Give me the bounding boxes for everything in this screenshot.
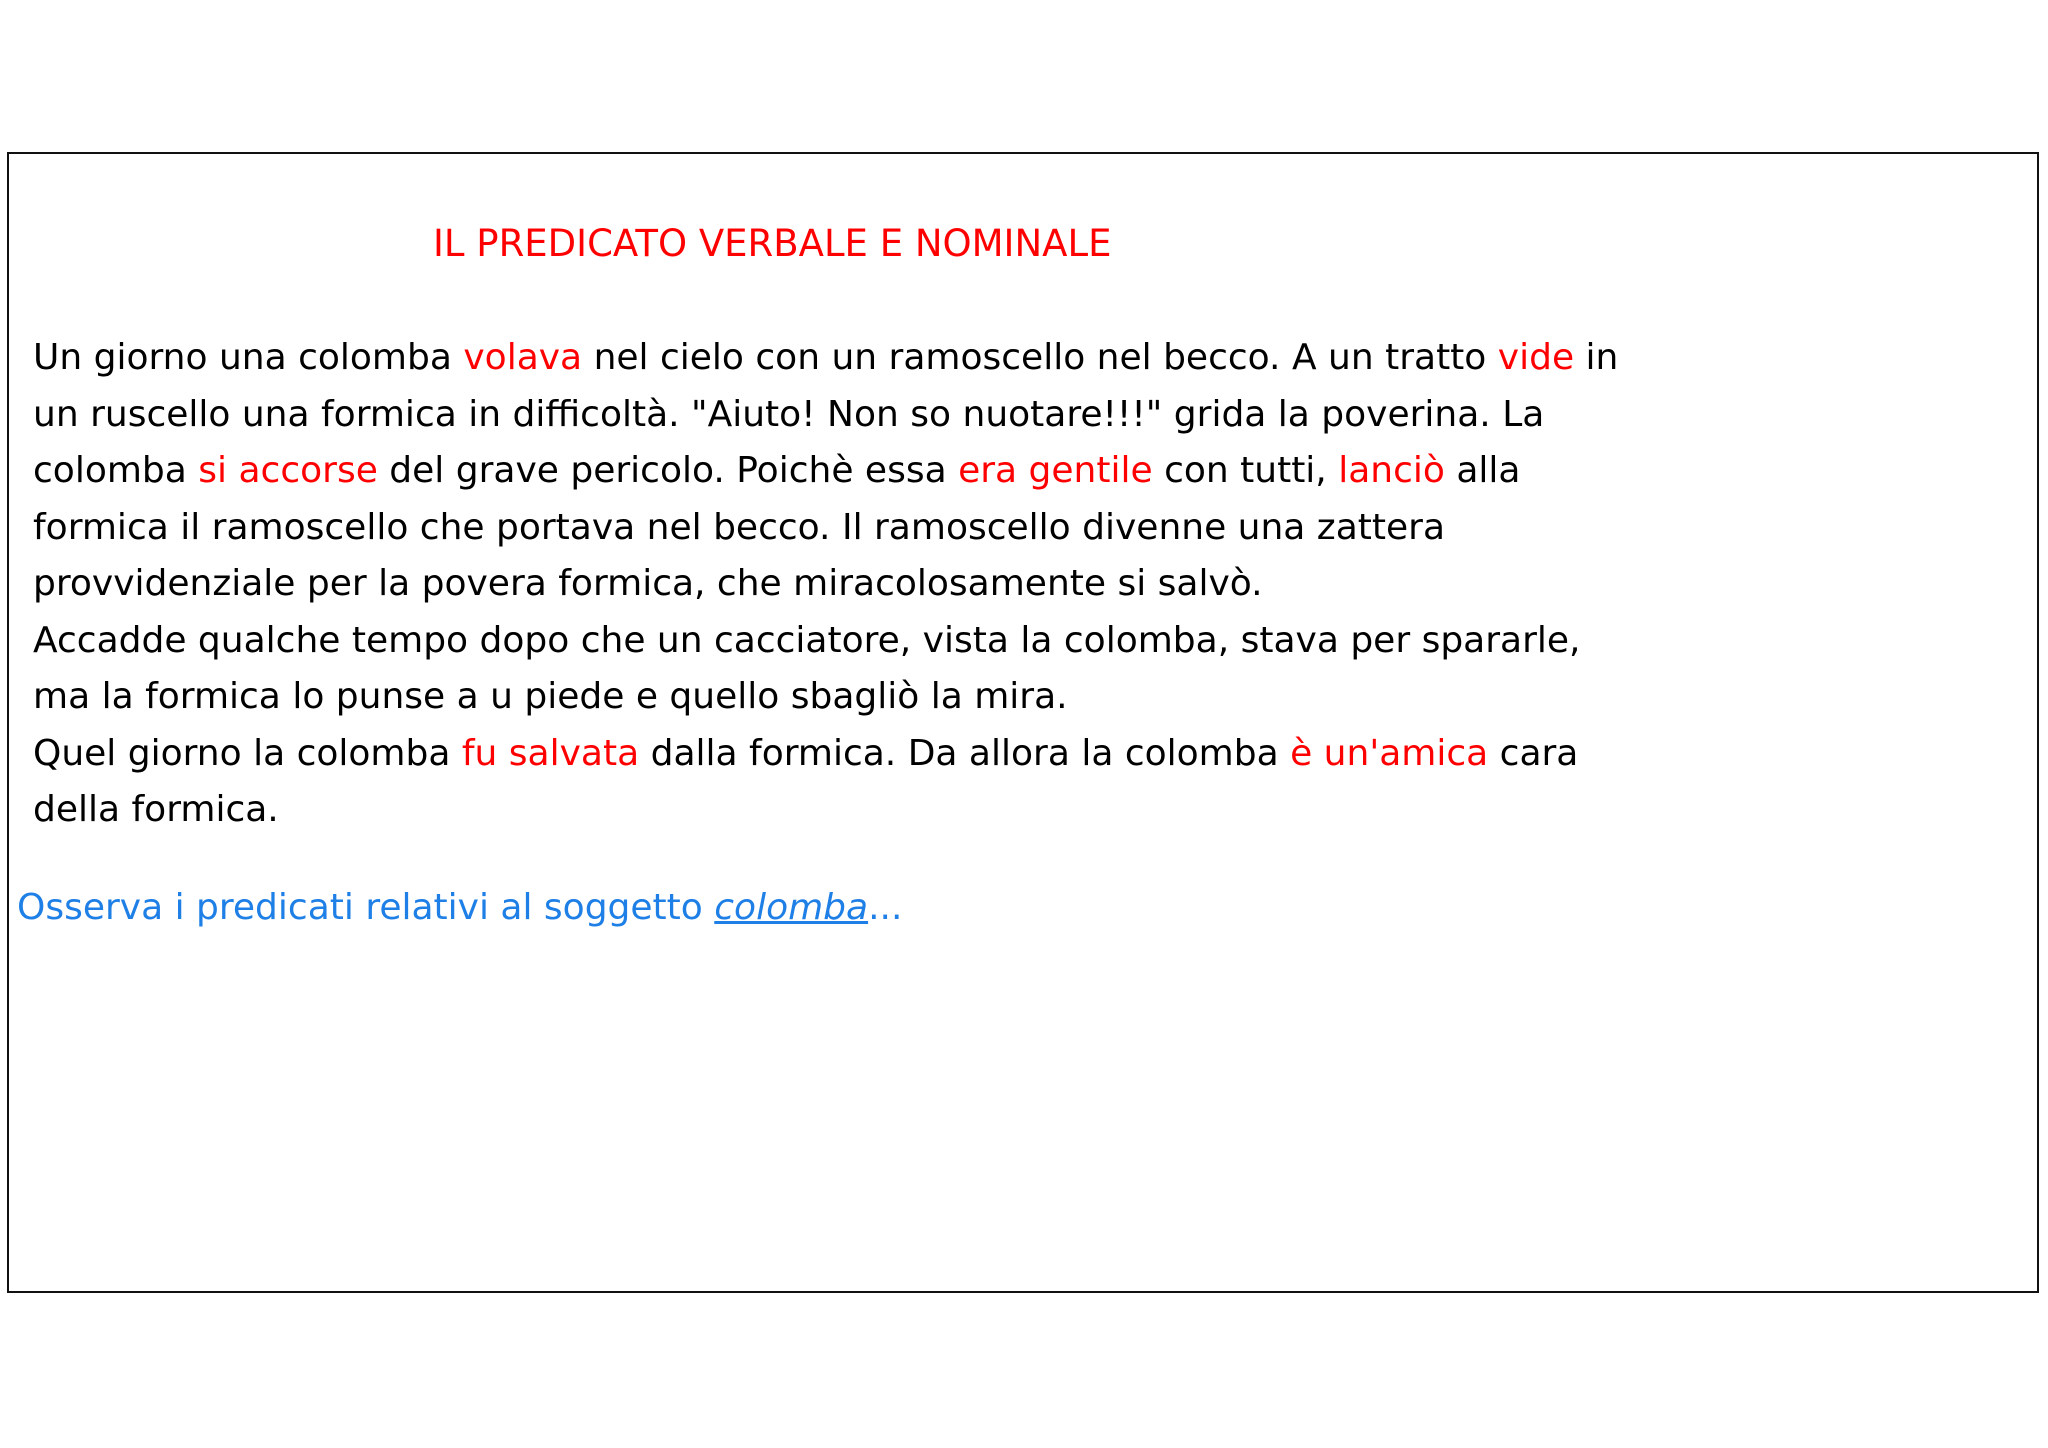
predicate-lancio: lanciò: [1338, 450, 1445, 491]
story-text-segment: della formica.: [33, 789, 279, 830]
instruction-note: [17, 882, 902, 934]
subject-word: colomba: [714, 887, 869, 928]
story-text-segment: Un giorno una colomba: [33, 337, 464, 378]
story-text-segment: alla: [1444, 450, 1521, 491]
predicate-e-un-amica: è un'amica: [1290, 732, 1489, 774]
story-text-segment: un ruscello una formica in difficoltà. "Aiuto! Non so nuotare!!!" grida la poverina. La: [33, 393, 1545, 435]
predicate-era-gentile: era gentile: [958, 450, 1153, 491]
story-text-segment: formica il ramoscello che portava nel becco. Il ramoscello divenne una zattera: [33, 506, 1445, 548]
story-text-segment: Quel giorno la colomba: [33, 732, 462, 774]
story-line-8: [33, 726, 1673, 783]
instruction-text: Osserva i predicati relativi al soggetto: [17, 887, 715, 928]
story-text: [33, 330, 1673, 839]
page-title: IL PREDICATO VERBALE E NOMINALE: [433, 222, 1112, 265]
story-line-1: [33, 330, 1673, 387]
story-line-2: [33, 387, 1673, 444]
predicate-volava: volava: [463, 337, 583, 378]
story-text-segment: Accadde qualche tempo dopo che un cacciatore, vista la colomba, stava per spararle,: [33, 619, 1581, 661]
story-text-segment: in: [1574, 337, 1619, 378]
story-text-segment: dalla formica. Da allora la colomba: [639, 732, 1291, 774]
story-line-3: [33, 443, 1673, 500]
predicate-vide: vide: [1497, 337, 1575, 378]
story-text-segment: cara: [1488, 732, 1579, 774]
story-line-4: [33, 500, 1673, 557]
story-text-segment: ma la formica lo punse a u piede e quello sbagliò la mira.: [33, 676, 1068, 717]
predicate-si-accorse: si accorse: [198, 450, 378, 491]
story-text-segment: con tutti,: [1152, 450, 1339, 491]
story-line-5: [33, 556, 1673, 613]
slide-frame: [7, 152, 2039, 1293]
story-text-segment: colomba: [33, 450, 199, 491]
story-text-segment: provvidenziale per la povera formica, che miracolosamente si salvò.: [33, 563, 1263, 604]
story-line-7: [33, 669, 1673, 726]
story-text-segment: nel cielo con un ramoscello nel becco. A un tratto: [582, 337, 1498, 378]
story-text-segment: del grave pericolo. Poichè essa: [377, 450, 959, 491]
story-line-9: [33, 782, 1673, 839]
story-line-6: [33, 613, 1673, 670]
predicate-fu-salvata: fu salvata: [461, 732, 640, 774]
instruction-ellipsis: ...: [868, 887, 903, 928]
